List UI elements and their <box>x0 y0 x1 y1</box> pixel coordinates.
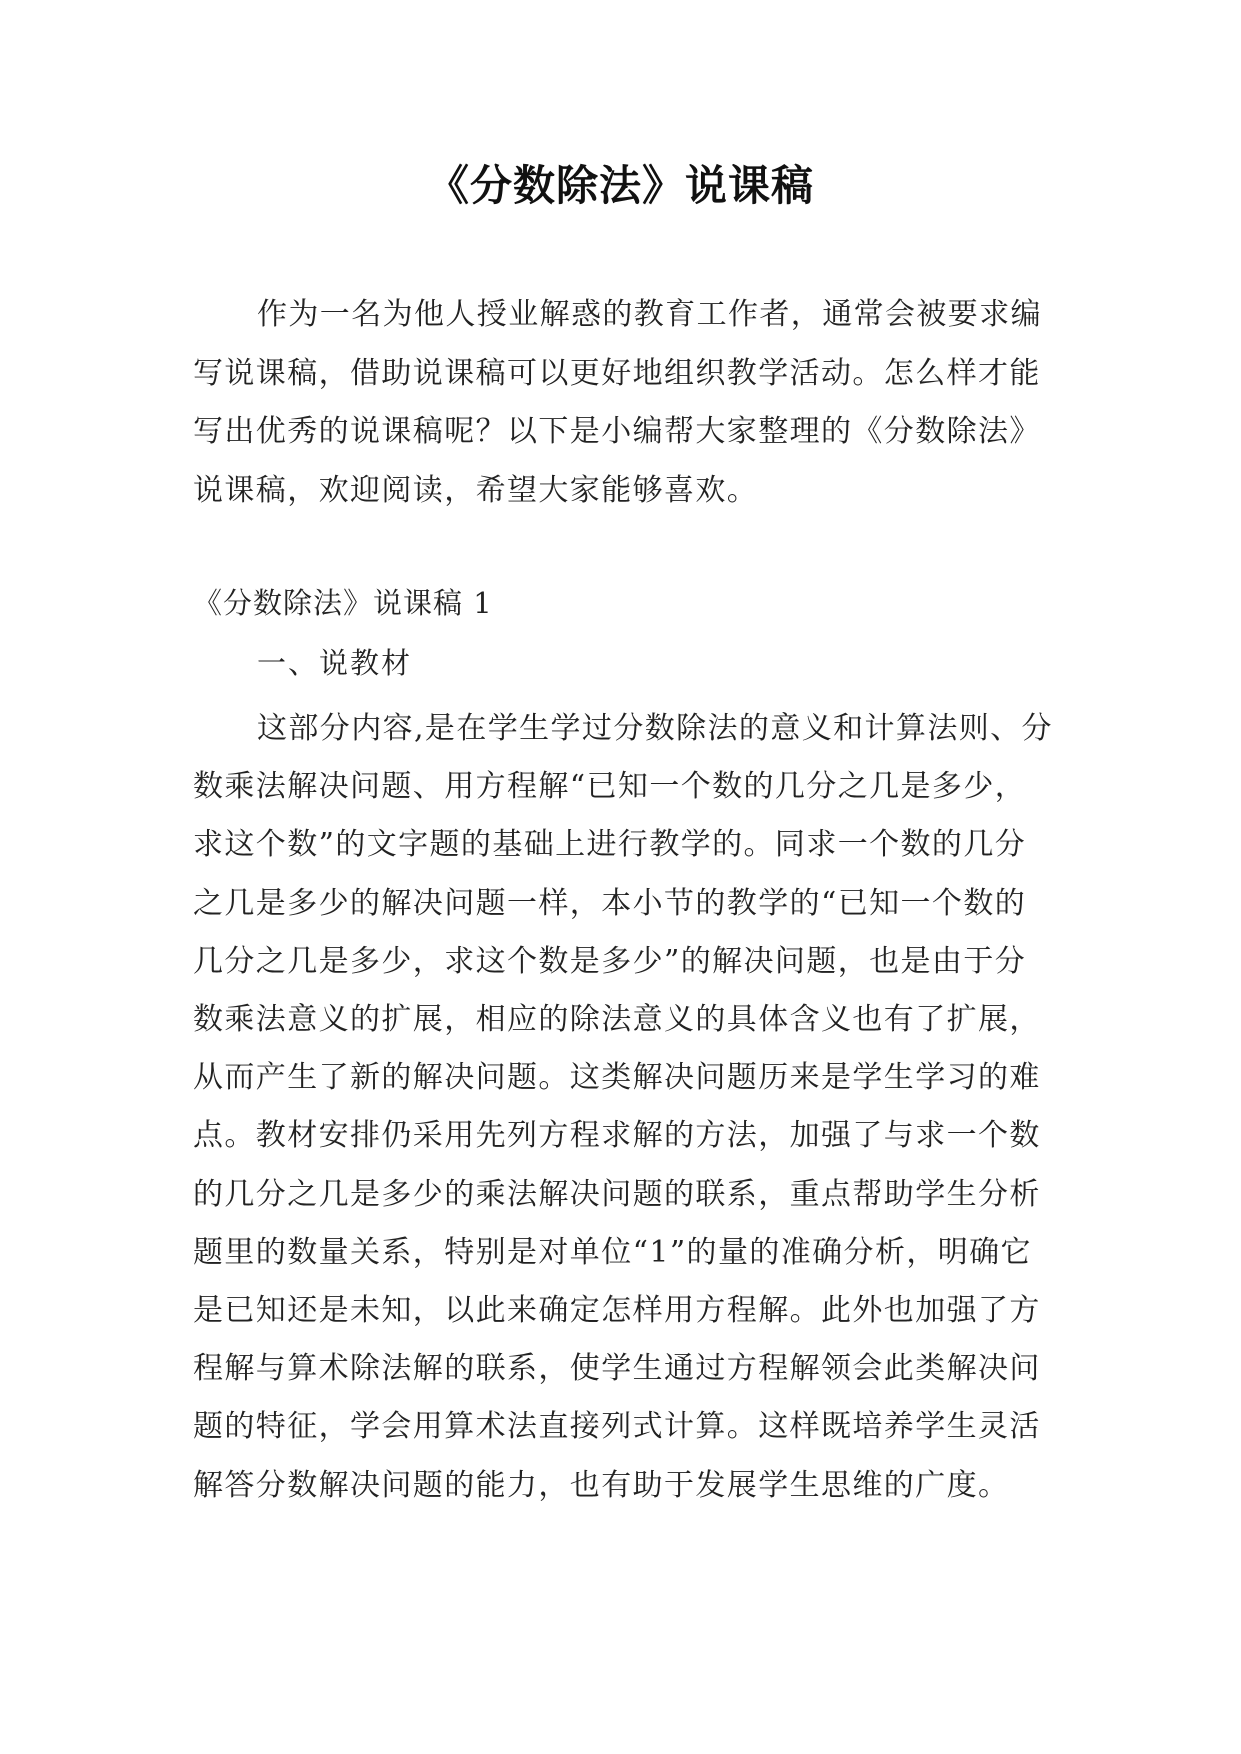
body-paragraph: 这部分内容,是在学生学过分数除法的意义和计算法则、分数乘法解决问题、用方程解“已知一个数的几分之几是多少，求这个数”的文字题的基础上进行教学的。同求一个数的几分之几是多少的解决问题一样，本小节的教学的“已知一个数的几分之几是多少，求这个数是多少”的解决问题，也是由于分数乘法意义的扩展，相应的除法意义的具体含义也有了扩展，从而产生了新的解决问题。这类解决问题历来是学生学习的难点。教材安排仍采用先列方程求解的方法，加强了与求一个数的几分之几是多少的乘法解决问题的联系，重点帮助学生分析题里的数量关系，特别是对单位“1”的量的准确分析，明确它是已知还是未知，以此来确定怎样用方程解。此外也加强了方程解与算术除法解的联系，使学生通过方程解领会此类解决问题的特征，学会用算术法直接列式计算。这样既培养学生灵活解答分数解决问题的能力，也有助于发展学生思维的广度。 <box>193 711 1053 1503</box>
document-title: 《分数除法》说课稿 <box>426 161 814 210</box>
sub-heading: 一、说教材 <box>257 646 413 680</box>
section-heading: 《分数除法》说课稿 1 <box>193 586 493 620</box>
intro-paragraph: 作为一名为他人授业解惑的教育工作者，通常会被要求编写说课稿，借助说课稿可以更好地组织教学活动。怎么样才能写出优秀的说课稿呢？以下是小编帮大家整理的《分数除法》说课稿，欢迎阅读，希望大家能够喜欢。 <box>193 297 1042 508</box>
